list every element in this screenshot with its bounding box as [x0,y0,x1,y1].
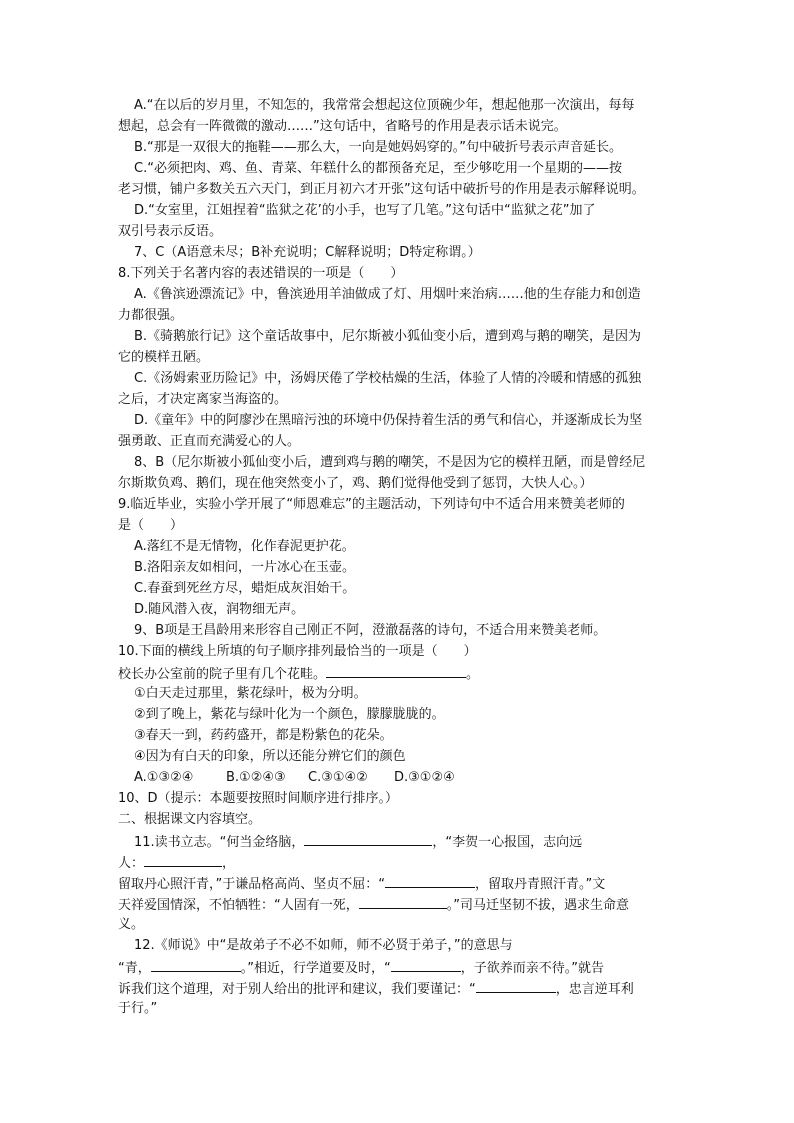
q12-text-4: 诉我们这个道理，对于别人给出的批评和建议，我们要谨记：“ [118,982,476,997]
q10-options [134,768,678,789]
q10-sentence-1: ①白天走过那里，紫花绿叶，极为分明。 [134,686,367,701]
q7-option-c-line1: C.“必须把肉、鸡、鱼、青菜、年糕什么的都预备充足，至少够吃用一个星期的——按 [134,161,622,176]
q9-option-a: A.落红不是无情物，化作春泥更护花。 [134,539,355,554]
q8-option-b-line2: 它的模样丑陋。 [118,350,210,365]
q11-blank-4[interactable] [359,894,447,909]
q12-line2 [118,957,678,980]
q10-stem-text: 校长办公室前的院子里有几个花畦。 [118,667,327,682]
q10-sentence-3: ③春天一到，药药盛开，都是粉紫色的花朵。 [134,728,393,743]
q7-answer: 7、C（A语意未尽；B补充说明；C解释说明；D特定称谓。） [134,245,481,260]
q11-line4 [118,894,678,917]
q10-answer-blank[interactable] [326,663,466,678]
q10-option-b: B.①②④③ [226,770,286,785]
q9-option-b: B.洛阳亲友如相问，一片冰心在玉壶。 [134,560,356,575]
q7-option-c-line2: 老习惯，铺户多数关五六天门，到正月初六才开张”这句话中破折号的作用是表示解释说明。 [118,182,645,197]
q7-option-b: B.“那是一双很大的拖鞋——那么大，一向是她妈妈穿的。”句中破折号表示声音延长。 [134,140,623,155]
q7-option-d-line2: 双引号表示反语。 [118,224,223,239]
q11-blank-3[interactable] [385,873,475,888]
q11-text-1: 11.读书立志。“何当金络脑， [134,835,305,850]
q12-text-3: ，子欲养而亲不待。”就告 [460,961,604,976]
q10-stem [118,663,678,686]
q9-option-c: C.春蚕到死丝方尽，蜡炬成灰泪始干。 [134,581,356,596]
q12-text-2: 。”相近，行学道要及时，“ [240,961,391,976]
q7-option-a-line2: 想起，总会有一阵微微的激动……”这句话中，省略号的作用是表示话未说完。 [118,119,567,134]
q11-text-3: 人： [118,856,145,871]
q10-option-d: D.③①②④ [394,770,455,785]
q7-option-a-line1: A.“在以后的岁月里，不知怎的，我常常会想起这位顶碗少年，想起他那一次演出，每每 [134,98,635,113]
q10-sentence-2: ②到了晚上，紫花与绿叶化为一个颜色，朦朦胧胧的。 [134,707,445,722]
q10-answer: 10、D（提示：本题要按照时间顺序进行排序。） [118,791,399,806]
q12-blank-2[interactable] [391,957,461,972]
q10-question: 10.下面的横线上所填的句子顺序排列最恰当的一项是（ ） [118,644,477,659]
q12-text-5: ，忠言逆耳利 [555,982,634,997]
q11-line1 [134,831,678,854]
q8-option-c-line1: C.《汤姆索亚历险记》中，汤姆厌倦了学校枯燥的生活，体验了人情的冷暖和情感的孤独 [134,371,642,386]
q11-blank-2[interactable] [144,852,222,867]
section-2-heading: 二、根据课文内容填空。 [118,812,262,827]
q8-option-d-line2: 强勇敢、正直而充满爱心的人。 [118,434,301,449]
q11-text-5: 留取丹心照汗青，”于谦品格高尚、坚贞不屈：“ [118,877,385,892]
q10-sentence-4: ④因为有白天的印象，所以还能分辨它们的颜色 [134,749,406,764]
q12-line1: 12.《师说》中“是故弟子不必不如师，师不必贤于弟子，”的意思与 [134,938,513,953]
q12-blank-3[interactable] [476,978,556,993]
q10-option-a: A.①③②④ [134,770,194,785]
q11-line2 [118,852,678,875]
q11-line3 [118,873,678,896]
q10-option-c: C.③①④② [308,770,368,785]
q8-answer-line2: 尔斯欺负鸡、鹅们，现在他突然变小了，鸡、鹅们觉得他受到了惩罚，大快人心。） [118,476,593,491]
q11-text-2: ，“李贺一心报国，志向远 [432,835,583,850]
q11-text-7: 天祥爱国情深，不怕牺牲：“人固有一死， [118,898,359,913]
q12-line3 [118,978,678,1001]
q8-option-c-line2: 之后，才决定离家当海盗的。 [118,392,288,407]
q9-answer: 9、B项是王昌龄用来形容自己刚正不阿，澄澈磊落的诗句，不适合用来赞美老师。 [134,623,607,638]
q8-option-a-line2: 力都很强。 [118,308,184,323]
q8-answer-line1: 8、B（尼尔斯被小狐仙变小后，遭到鸡与鹅的嘲笑，不是因为它的模样丑陋，而是曾经尼 [134,455,646,470]
q8-option-b-line1: B.《骑鹅旅行记》这个童话故事中，尼尔斯被小狐仙变小后，遭到鸡与鹅的嘲笑，是因为 [134,329,642,344]
q11-text-8: 。”司马迁坚韧不拔，遇求生命意 [446,898,629,913]
q11-text-4: ， [222,856,236,871]
q11-text-6: ，留取丹青照汗青。”文 [474,877,606,892]
q8-question: 8.下列关于名著内容的表述错误的一项是（ ） [118,266,404,281]
q9-option-d: D.随风潜入夜，润物细无声。 [134,602,305,617]
q11-line5: 义。 [118,917,145,932]
q12-text-1: “青， [118,961,151,976]
q11-blank-1[interactable] [304,831,432,846]
q10-stem-end: 。 [466,667,480,682]
q12-blank-1[interactable] [151,957,241,972]
q7-option-d-line1: D.“女室里，江姐捏着“监狱之花’的小手，也写了几笔。”这句话中“监狱之花”加了 [134,203,596,218]
q9-question-line1: 9.临近毕业，实验小学开展了“师恩难忘”的主题活动，下列诗句中不适合用来赞美老师的 [118,497,625,512]
q12-line4: 于行。” [118,1001,158,1016]
q8-option-d-line1: D.《童年》中的阿廖沙在黑暗污浊的环境中仍保持着生活的勇气和信心，并逐渐成长为坚 [134,413,643,428]
q8-option-a-line1: A.《鲁滨逊漂流记》中，鲁滨逊用羊油做成了灯、用烟叶来治病……他的生存能力和创造 [134,287,641,302]
q9-question-line2: 是（ ） [118,518,184,533]
